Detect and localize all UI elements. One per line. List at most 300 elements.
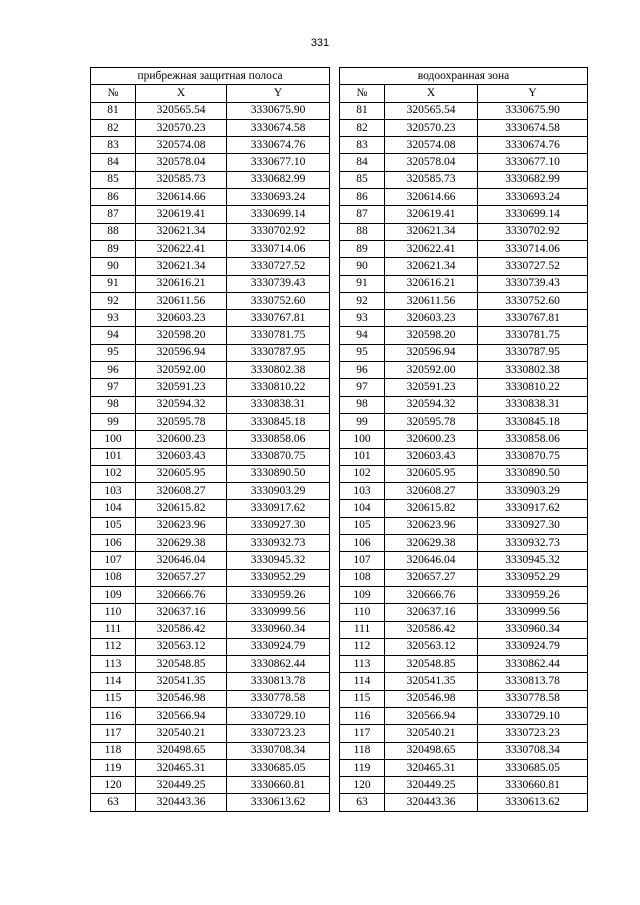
table-row	[91, 119, 588, 136]
right-x-cell: 320621.34	[385, 258, 478, 275]
left-number-cell: 92	[91, 292, 136, 309]
left-number-cell: 115	[91, 690, 136, 707]
left-number-cell: 108	[91, 569, 136, 586]
right-y-cell: 3330723.23	[478, 725, 588, 742]
page-number: 331	[310, 37, 330, 49]
right-number-cell: 99	[340, 413, 385, 430]
left-x-cell: 320629.38	[136, 535, 227, 552]
left-x-cell: 320608.27	[136, 483, 227, 500]
right-y-cell: 3330674.76	[478, 137, 588, 154]
right-x-cell: 320605.95	[385, 465, 478, 482]
left-y-cell: 3330862.44	[227, 656, 330, 673]
right-number-cell: 109	[340, 586, 385, 603]
table-row	[91, 413, 588, 430]
right-number-cell: 94	[340, 327, 385, 344]
right-y-cell: 3330767.81	[478, 310, 588, 327]
right-x-cell: 320615.82	[385, 500, 478, 517]
left-number-cell: 110	[91, 604, 136, 621]
table-row	[91, 483, 588, 500]
right-number-cell: 113	[340, 656, 385, 673]
left-x-cell: 320603.43	[136, 448, 227, 465]
right-y-cell: 3330677.10	[478, 154, 588, 171]
left-y-cell: 3330917.62	[227, 500, 330, 517]
left-number-cell: 114	[91, 673, 136, 690]
left-x-cell: 320603.23	[136, 310, 227, 327]
left-x-cell: 320578.04	[136, 154, 227, 171]
right-y-cell: 3330685.05	[478, 759, 588, 776]
right-number-cell: 107	[340, 552, 385, 569]
table-row	[91, 327, 588, 344]
left-y-cell: 3330959.26	[227, 586, 330, 603]
right-y-cell: 3330727.52	[478, 258, 588, 275]
table-row	[91, 362, 588, 379]
left-y-cell: 3330660.81	[227, 777, 330, 794]
left-number-cell: 99	[91, 413, 136, 430]
left-number-cell: 106	[91, 535, 136, 552]
left-y-cell: 3330870.75	[227, 448, 330, 465]
right-y-cell: 3330682.99	[478, 171, 588, 188]
table-row	[91, 621, 588, 638]
table-row	[91, 759, 588, 776]
right-y-cell: 3330739.43	[478, 275, 588, 292]
table-row	[91, 102, 588, 119]
right-number-cell: 95	[340, 344, 385, 361]
right-y-cell: 3330675.90	[478, 102, 588, 119]
right-number-cell: 81	[340, 102, 385, 119]
left-table-title: прибрежная защитная полоса	[91, 68, 330, 85]
left-y-cell: 3330838.31	[227, 396, 330, 413]
right-x-cell: 320594.32	[385, 396, 478, 413]
table-row	[91, 777, 588, 794]
right-header-number: №	[340, 85, 385, 102]
table-row	[91, 604, 588, 621]
left-x-cell: 320595.78	[136, 413, 227, 430]
right-number-cell: 84	[340, 154, 385, 171]
left-x-cell: 320611.56	[136, 292, 227, 309]
left-number-cell: 94	[91, 327, 136, 344]
left-x-cell: 320619.41	[136, 206, 227, 223]
right-x-cell: 320622.41	[385, 240, 478, 257]
right-y-cell: 3330845.18	[478, 413, 588, 430]
table-row	[91, 465, 588, 482]
right-y-cell: 3330917.62	[478, 500, 588, 517]
right-x-cell: 320563.12	[385, 638, 478, 655]
left-number-cell: 83	[91, 137, 136, 154]
left-x-cell: 320623.96	[136, 517, 227, 534]
table-row	[91, 223, 588, 240]
left-number-cell: 91	[91, 275, 136, 292]
right-number-cell: 115	[340, 690, 385, 707]
left-y-cell: 3330685.05	[227, 759, 330, 776]
left-x-cell: 320541.35	[136, 673, 227, 690]
left-x-cell: 320465.31	[136, 759, 227, 776]
right-x-cell: 320449.25	[385, 777, 478, 794]
table-row	[91, 310, 588, 327]
left-number-cell: 98	[91, 396, 136, 413]
right-x-cell: 320574.08	[385, 137, 478, 154]
right-y-cell: 3330778.58	[478, 690, 588, 707]
right-number-cell: 106	[340, 535, 385, 552]
left-y-cell: 3330781.75	[227, 327, 330, 344]
table-row	[91, 690, 588, 707]
left-x-cell: 320657.27	[136, 569, 227, 586]
right-x-cell: 320465.31	[385, 759, 478, 776]
left-number-cell: 89	[91, 240, 136, 257]
right-y-cell: 3330870.75	[478, 448, 588, 465]
left-x-cell: 320600.23	[136, 431, 227, 448]
left-header-x: X	[136, 85, 227, 102]
left-x-cell: 320548.85	[136, 656, 227, 673]
right-x-cell: 320566.94	[385, 707, 478, 724]
right-x-cell: 320591.23	[385, 379, 478, 396]
right-x-cell: 320600.23	[385, 431, 478, 448]
left-x-cell: 320449.25	[136, 777, 227, 794]
right-y-cell: 3330858.06	[478, 431, 588, 448]
left-y-cell: 3330693.24	[227, 189, 330, 206]
right-y-cell: 3330924.79	[478, 638, 588, 655]
right-y-cell: 3330890.50	[478, 465, 588, 482]
table-row	[91, 240, 588, 257]
right-y-cell: 3330674.58	[478, 119, 588, 136]
right-number-cell: 108	[340, 569, 385, 586]
left-y-cell: 3330613.62	[227, 794, 330, 811]
right-x-cell: 320603.43	[385, 448, 478, 465]
table-row	[91, 638, 588, 655]
right-x-cell: 320621.34	[385, 223, 478, 240]
table-gap	[330, 68, 340, 812]
left-x-cell: 320565.54	[136, 102, 227, 119]
table-row	[91, 742, 588, 759]
left-y-cell: 3330932.73	[227, 535, 330, 552]
left-y-cell: 3330682.99	[227, 171, 330, 188]
left-number-cell: 88	[91, 223, 136, 240]
right-x-cell: 320616.21	[385, 275, 478, 292]
right-y-cell: 3330960.34	[478, 621, 588, 638]
table-header-row	[91, 85, 588, 102]
right-x-cell: 320611.56	[385, 292, 478, 309]
left-number-cell: 120	[91, 777, 136, 794]
right-y-cell: 3330862.44	[478, 656, 588, 673]
right-y-cell: 3330927.30	[478, 517, 588, 534]
left-y-cell: 3330699.14	[227, 206, 330, 223]
left-number-cell: 81	[91, 102, 136, 119]
left-x-cell: 320666.76	[136, 586, 227, 603]
left-number-cell: 103	[91, 483, 136, 500]
right-number-cell: 102	[340, 465, 385, 482]
right-y-cell: 3330810.22	[478, 379, 588, 396]
left-x-cell: 320596.94	[136, 344, 227, 361]
left-x-cell: 320621.34	[136, 258, 227, 275]
left-number-cell: 109	[91, 586, 136, 603]
right-y-cell: 3330787.95	[478, 344, 588, 361]
right-y-cell: 3330903.29	[478, 483, 588, 500]
left-number-cell: 82	[91, 119, 136, 136]
right-number-cell: 83	[340, 137, 385, 154]
table-row	[91, 275, 588, 292]
table-row	[91, 794, 588, 811]
left-x-cell: 320622.41	[136, 240, 227, 257]
right-y-cell: 3330660.81	[478, 777, 588, 794]
left-y-cell: 3330739.43	[227, 275, 330, 292]
left-x-cell: 320586.42	[136, 621, 227, 638]
right-x-cell: 320443.36	[385, 794, 478, 811]
left-number-cell: 90	[91, 258, 136, 275]
table-row	[91, 725, 588, 742]
left-y-cell: 3330677.10	[227, 154, 330, 171]
left-number-cell: 118	[91, 742, 136, 759]
left-number-cell: 95	[91, 344, 136, 361]
left-number-cell: 116	[91, 707, 136, 724]
right-number-cell: 105	[340, 517, 385, 534]
table-row	[91, 292, 588, 309]
left-x-cell: 320585.73	[136, 171, 227, 188]
table-row	[91, 569, 588, 586]
right-y-cell: 3330952.29	[478, 569, 588, 586]
left-number-cell: 96	[91, 362, 136, 379]
table-row	[91, 535, 588, 552]
table-row	[91, 431, 588, 448]
table-row	[91, 673, 588, 690]
left-number-cell: 113	[91, 656, 136, 673]
right-number-cell: 120	[340, 777, 385, 794]
left-number-cell: 84	[91, 154, 136, 171]
right-number-cell: 104	[340, 500, 385, 517]
left-y-cell: 3330952.29	[227, 569, 330, 586]
table-row	[91, 171, 588, 188]
left-y-cell: 3330708.34	[227, 742, 330, 759]
right-x-cell: 320595.78	[385, 413, 478, 430]
right-y-cell: 3330693.24	[478, 189, 588, 206]
right-number-cell: 96	[340, 362, 385, 379]
table-title-row	[91, 68, 588, 85]
left-y-cell: 3330729.10	[227, 707, 330, 724]
left-number-cell: 93	[91, 310, 136, 327]
right-number-cell: 86	[340, 189, 385, 206]
left-x-cell: 320616.21	[136, 275, 227, 292]
table-row	[91, 189, 588, 206]
right-x-cell: 320614.66	[385, 189, 478, 206]
right-x-cell: 320596.94	[385, 344, 478, 361]
left-y-cell: 3330945.32	[227, 552, 330, 569]
right-x-cell: 320498.65	[385, 742, 478, 759]
right-number-cell: 110	[340, 604, 385, 621]
right-x-cell: 320578.04	[385, 154, 478, 171]
left-x-cell: 320594.32	[136, 396, 227, 413]
left-header-y: Y	[227, 85, 330, 102]
right-y-cell: 3330959.26	[478, 586, 588, 603]
left-x-cell: 320443.36	[136, 794, 227, 811]
right-x-cell: 320629.38	[385, 535, 478, 552]
left-number-cell: 97	[91, 379, 136, 396]
right-x-cell: 320666.76	[385, 586, 478, 603]
left-y-cell: 3330845.18	[227, 413, 330, 430]
right-y-cell: 3330708.34	[478, 742, 588, 759]
right-y-cell: 3330729.10	[478, 707, 588, 724]
right-number-cell: 82	[340, 119, 385, 136]
right-y-cell: 3330702.92	[478, 223, 588, 240]
left-x-cell: 320637.16	[136, 604, 227, 621]
left-y-cell: 3330960.34	[227, 621, 330, 638]
right-x-cell: 320619.41	[385, 206, 478, 223]
left-x-cell: 320614.66	[136, 189, 227, 206]
left-y-cell: 3330727.52	[227, 258, 330, 275]
right-x-cell: 320548.85	[385, 656, 478, 673]
left-x-cell: 320621.34	[136, 223, 227, 240]
left-x-cell: 320574.08	[136, 137, 227, 154]
left-x-cell: 320615.82	[136, 500, 227, 517]
left-number-cell: 119	[91, 759, 136, 776]
left-x-cell: 320646.04	[136, 552, 227, 569]
right-y-cell: 3330699.14	[478, 206, 588, 223]
right-number-cell: 87	[340, 206, 385, 223]
table-row	[91, 344, 588, 361]
left-x-cell: 320563.12	[136, 638, 227, 655]
left-x-cell: 320540.21	[136, 725, 227, 742]
right-x-cell: 320657.27	[385, 569, 478, 586]
left-y-cell: 3330890.50	[227, 465, 330, 482]
left-x-cell: 320591.23	[136, 379, 227, 396]
left-number-cell: 100	[91, 431, 136, 448]
right-number-cell: 117	[340, 725, 385, 742]
left-y-cell: 3330924.79	[227, 638, 330, 655]
left-y-cell: 3330802.38	[227, 362, 330, 379]
right-number-cell: 98	[340, 396, 385, 413]
left-number-cell: 111	[91, 621, 136, 638]
right-y-cell: 3330838.31	[478, 396, 588, 413]
right-number-cell: 119	[340, 759, 385, 776]
right-number-cell: 89	[340, 240, 385, 257]
left-y-cell: 3330674.58	[227, 119, 330, 136]
left-y-cell: 3330674.76	[227, 137, 330, 154]
left-number-cell: 112	[91, 638, 136, 655]
left-x-cell: 320546.98	[136, 690, 227, 707]
table-row	[91, 586, 588, 603]
table-row	[91, 206, 588, 223]
left-x-cell: 320566.94	[136, 707, 227, 724]
table-row	[91, 258, 588, 275]
right-number-cell: 90	[340, 258, 385, 275]
left-y-cell: 3330813.78	[227, 673, 330, 690]
right-number-cell: 91	[340, 275, 385, 292]
left-number-cell: 85	[91, 171, 136, 188]
right-number-cell: 100	[340, 431, 385, 448]
left-x-cell: 320605.95	[136, 465, 227, 482]
right-x-cell: 320541.35	[385, 673, 478, 690]
table-row	[91, 656, 588, 673]
right-number-cell: 85	[340, 171, 385, 188]
right-x-cell: 320570.23	[385, 119, 478, 136]
right-x-cell: 320585.73	[385, 171, 478, 188]
table-row	[91, 707, 588, 724]
right-number-cell: 97	[340, 379, 385, 396]
table-row	[91, 137, 588, 154]
left-number-cell: 101	[91, 448, 136, 465]
left-number-cell: 117	[91, 725, 136, 742]
right-x-cell: 320598.20	[385, 327, 478, 344]
table-row	[91, 552, 588, 569]
left-y-cell: 3330927.30	[227, 517, 330, 534]
right-number-cell: 88	[340, 223, 385, 240]
right-number-cell: 114	[340, 673, 385, 690]
right-number-cell: 112	[340, 638, 385, 655]
left-number-cell: 86	[91, 189, 136, 206]
right-x-cell: 320603.23	[385, 310, 478, 327]
right-y-cell: 3330781.75	[478, 327, 588, 344]
left-y-cell: 3330787.95	[227, 344, 330, 361]
right-number-cell: 116	[340, 707, 385, 724]
right-x-cell: 320546.98	[385, 690, 478, 707]
right-y-cell: 3330752.60	[478, 292, 588, 309]
left-y-cell: 3330999.56	[227, 604, 330, 621]
left-number-cell: 104	[91, 500, 136, 517]
left-y-cell: 3330752.60	[227, 292, 330, 309]
left-header-number: №	[91, 85, 136, 102]
left-y-cell: 3330702.92	[227, 223, 330, 240]
left-number-cell: 107	[91, 552, 136, 569]
left-x-cell: 320598.20	[136, 327, 227, 344]
table-row	[91, 448, 588, 465]
right-y-cell: 3330932.73	[478, 535, 588, 552]
left-number-cell: 102	[91, 465, 136, 482]
right-y-cell: 3330813.78	[478, 673, 588, 690]
right-number-cell: 101	[340, 448, 385, 465]
table-row	[91, 154, 588, 171]
right-number-cell: 118	[340, 742, 385, 759]
right-y-cell: 3330999.56	[478, 604, 588, 621]
right-number-cell: 63	[340, 794, 385, 811]
right-x-cell: 320608.27	[385, 483, 478, 500]
right-x-cell: 320623.96	[385, 517, 478, 534]
right-number-cell: 92	[340, 292, 385, 309]
right-header-x: X	[385, 85, 478, 102]
left-y-cell: 3330714.06	[227, 240, 330, 257]
right-y-cell: 3330714.06	[478, 240, 588, 257]
right-y-cell: 3330802.38	[478, 362, 588, 379]
right-x-cell: 320586.42	[385, 621, 478, 638]
right-x-cell: 320592.00	[385, 362, 478, 379]
left-y-cell: 3330675.90	[227, 102, 330, 119]
coordinates-table	[90, 67, 588, 812]
table-row	[91, 517, 588, 534]
table-row	[91, 500, 588, 517]
right-x-cell: 320540.21	[385, 725, 478, 742]
right-y-cell: 3330613.62	[478, 794, 588, 811]
right-number-cell: 93	[340, 310, 385, 327]
left-y-cell: 3330723.23	[227, 725, 330, 742]
table-row	[91, 379, 588, 396]
left-number-cell: 63	[91, 794, 136, 811]
left-x-cell: 320498.65	[136, 742, 227, 759]
left-y-cell: 3330767.81	[227, 310, 330, 327]
right-header-y: Y	[478, 85, 588, 102]
left-y-cell: 3330778.58	[227, 690, 330, 707]
right-x-cell: 320646.04	[385, 552, 478, 569]
right-x-cell: 320637.16	[385, 604, 478, 621]
left-x-cell: 320570.23	[136, 119, 227, 136]
right-table-title: водоохранная зона	[340, 68, 588, 85]
right-number-cell: 111	[340, 621, 385, 638]
left-number-cell: 105	[91, 517, 136, 534]
left-y-cell: 3330858.06	[227, 431, 330, 448]
right-number-cell: 103	[340, 483, 385, 500]
table-row	[91, 396, 588, 413]
left-x-cell: 320592.00	[136, 362, 227, 379]
left-y-cell: 3330810.22	[227, 379, 330, 396]
left-y-cell: 3330903.29	[227, 483, 330, 500]
right-y-cell: 3330945.32	[478, 552, 588, 569]
right-x-cell: 320565.54	[385, 102, 478, 119]
left-number-cell: 87	[91, 206, 136, 223]
